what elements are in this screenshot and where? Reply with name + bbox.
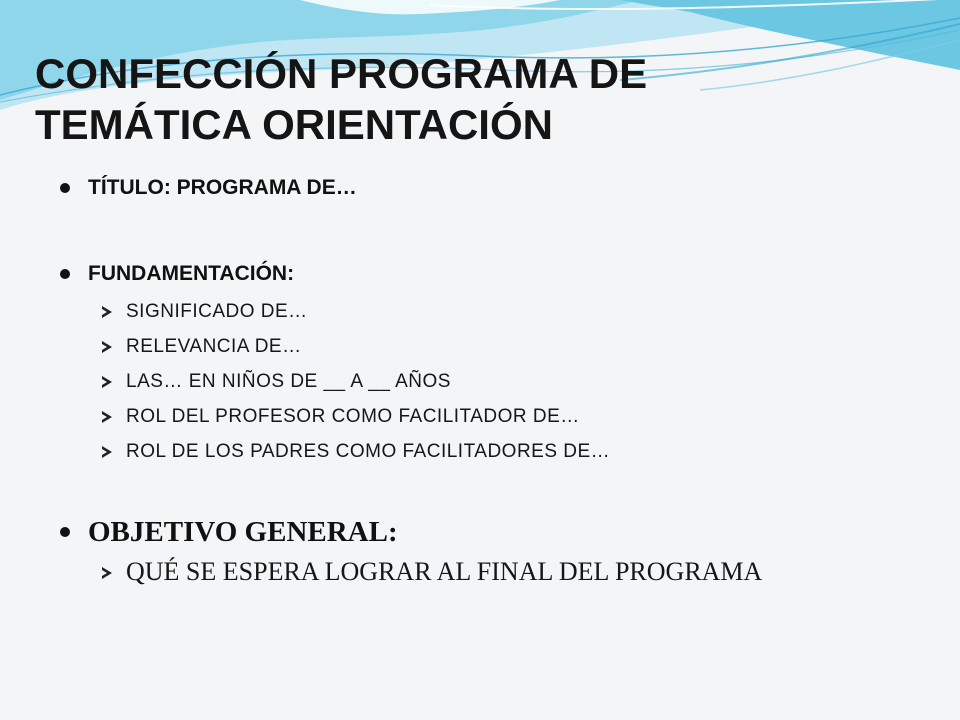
sub-bullet-item: [60, 552, 930, 592]
sub-bullet-text: ROL DE LOS PADRES COMO FACILITADORES DE…: [126, 441, 611, 462]
bullet-list: [60, 168, 930, 592]
bullet-item: [60, 512, 930, 552]
sub-bullet-item: [60, 399, 930, 434]
arrow-bullet-icon: [102, 446, 112, 458]
arrow-bullet-icon: [102, 376, 112, 388]
bullet-text: TÍTULO: PROGRAMA DE…: [88, 176, 357, 199]
bullet-dot-icon: [60, 269, 70, 279]
title-line: TEMÁTICA ORIENTACIÓN: [35, 101, 553, 148]
arrow-bullet-icon: [102, 341, 112, 353]
arrow-bullet-icon: [102, 306, 112, 318]
sub-bullet-item: [60, 294, 930, 329]
sub-bullet-item: [60, 364, 930, 399]
slide-title: [35, 48, 915, 150]
arrow-bullet-icon: [102, 411, 112, 423]
sub-bullet-text: ROL DEL PROFESOR COMO FACILITADOR DE…: [126, 406, 580, 427]
sub-bullet-text: RELEVANCIA DE…: [126, 336, 302, 357]
sub-bullet-item: [60, 434, 930, 469]
bullet-item: [60, 168, 930, 208]
bullet-dot-icon: [60, 183, 70, 193]
spacer: [60, 469, 930, 512]
bullet-dot-icon: [60, 527, 70, 537]
bullet-text: OBJETIVO GENERAL:: [88, 516, 398, 548]
sub-bullet-text: LAS… EN NIÑOS DE __ A __ AÑOS: [126, 371, 451, 392]
bullet-text: FUNDAMENTACIÓN:: [88, 262, 295, 285]
sub-bullet-item: [60, 329, 930, 364]
title-line: CONFECCIÓN PROGRAMA DE: [35, 50, 648, 97]
sub-bullet-text: QUÉ SE ESPERA LOGRAR AL FINAL DEL PROGRAMA: [126, 557, 763, 586]
sub-bullet-text: SIGNIFICADO DE…: [126, 301, 308, 322]
bullet-item: [60, 254, 930, 294]
arrow-bullet-icon: [102, 567, 112, 579]
spacer: [60, 208, 930, 254]
